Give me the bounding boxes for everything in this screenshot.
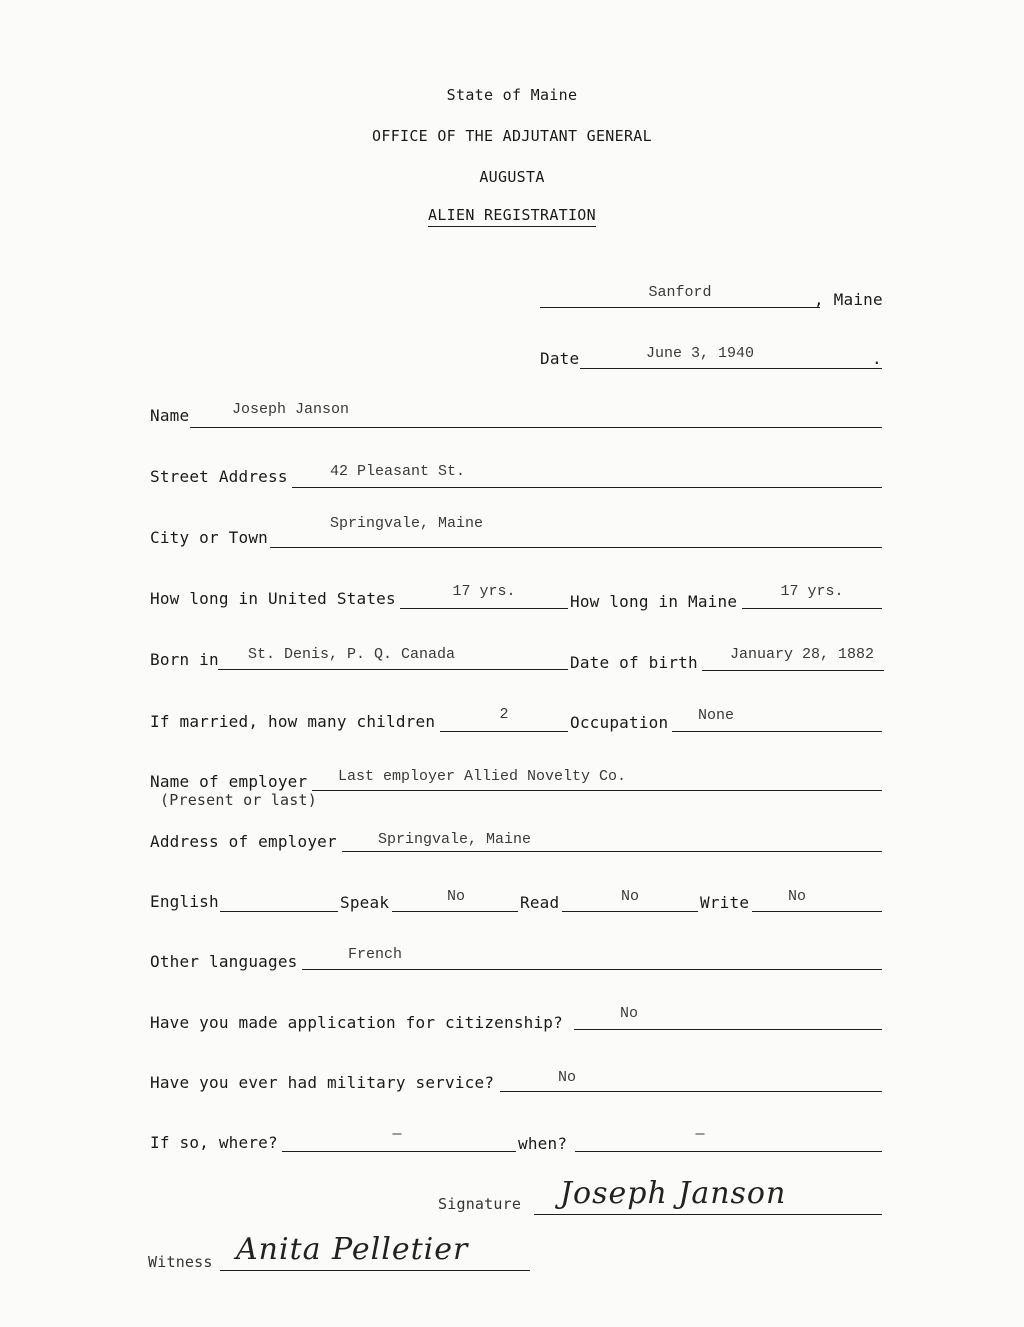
english-label: English	[150, 892, 219, 911]
us-years-value: 17 yrs.	[452, 583, 516, 600]
where-line	[282, 1151, 516, 1152]
town-line	[540, 307, 820, 308]
witness-signature: Anita Pelletier	[236, 1232, 469, 1267]
state-suffix: , Maine	[814, 290, 883, 309]
city-label: City or Town	[150, 528, 268, 547]
street-line	[292, 487, 882, 488]
witness-label: Witness	[148, 1253, 213, 1271]
employer-value: Last employer Allied Novelty Co.	[338, 768, 627, 785]
maine-years-label: How long in Maine	[570, 592, 738, 611]
when-value: —	[695, 1126, 705, 1143]
read-line	[562, 911, 698, 912]
name-line	[190, 427, 882, 428]
read-label: Read	[520, 893, 560, 912]
employer-line	[312, 790, 882, 791]
signature-label: Signature	[438, 1195, 522, 1213]
us-years-label: How long in United States	[150, 589, 396, 608]
citizenship-line	[574, 1029, 882, 1030]
employer-sublabel: (Present or last)	[160, 791, 317, 809]
form-title-text: ALIEN REGISTRATION	[428, 206, 596, 227]
dob-label: Date of birth	[570, 653, 698, 672]
when-label: when?	[518, 1134, 568, 1153]
read-value: No	[620, 888, 639, 905]
employer-address-label: Address of employer	[150, 832, 337, 851]
born-line	[218, 669, 568, 670]
witness-line	[220, 1270, 530, 1271]
occupation-value: None	[698, 707, 735, 724]
dob-line	[702, 670, 884, 671]
languages-label: Other languages	[150, 952, 298, 971]
date-label: Date	[540, 349, 580, 368]
born-label: Born in	[150, 650, 219, 669]
date-value: June 3, 1940	[645, 345, 755, 362]
date-end: .	[872, 349, 882, 368]
where-label: If so, where?	[150, 1133, 278, 1152]
name-value: Joseph Janson	[232, 401, 350, 418]
write-label: Write	[700, 893, 750, 912]
speak-label: Speak	[340, 893, 390, 912]
children-value: 2	[499, 706, 509, 723]
city-value: Springvale, Maine	[330, 515, 484, 532]
military-line	[500, 1091, 882, 1092]
signature-line	[534, 1214, 882, 1215]
street-label: Street Address	[150, 467, 288, 486]
where-value: —	[392, 1126, 402, 1143]
children-line	[440, 731, 568, 732]
town-value: Sanford	[648, 284, 712, 301]
write-line	[752, 911, 882, 912]
header-office: OFFICE OF THE ADJUTANT GENERAL	[372, 127, 652, 145]
maine-years-line	[742, 608, 882, 609]
header-state: State of Maine	[446, 86, 578, 104]
when-line	[575, 1151, 882, 1152]
city-line	[270, 547, 882, 548]
born-value: St. Denis, P. Q. Canada	[248, 646, 456, 663]
employer-label: Name of employer	[150, 772, 308, 791]
occupation-label: Occupation	[570, 713, 669, 732]
employer-address-value: Springvale, Maine	[378, 831, 532, 848]
date-line	[580, 368, 882, 369]
occupation-line	[672, 731, 882, 732]
speak-line	[392, 911, 518, 912]
us-years-line	[400, 608, 568, 609]
header-city: AUGUSTA	[479, 168, 545, 186]
form-title	[0, 206, 1024, 224]
dob-value: January 28, 1882	[730, 646, 875, 663]
military-label: Have you ever had military service?	[150, 1073, 495, 1092]
languages-value: French	[348, 946, 403, 963]
military-value: No	[558, 1069, 577, 1086]
signature: Joseph Janson	[560, 1176, 787, 1211]
maine-years-value: 17 yrs.	[780, 583, 844, 600]
speak-value: No	[446, 888, 465, 905]
english-line	[220, 911, 338, 912]
name-label: Name	[150, 406, 190, 425]
street-value: 42 Pleasant St.	[330, 463, 466, 480]
children-label: If married, how many children	[150, 712, 436, 731]
citizenship-value: No	[620, 1005, 639, 1022]
write-value: No	[787, 888, 806, 905]
citizenship-label: Have you made application for citizenship?	[150, 1013, 563, 1032]
employer-address-line	[342, 851, 882, 852]
languages-line	[302, 969, 882, 970]
